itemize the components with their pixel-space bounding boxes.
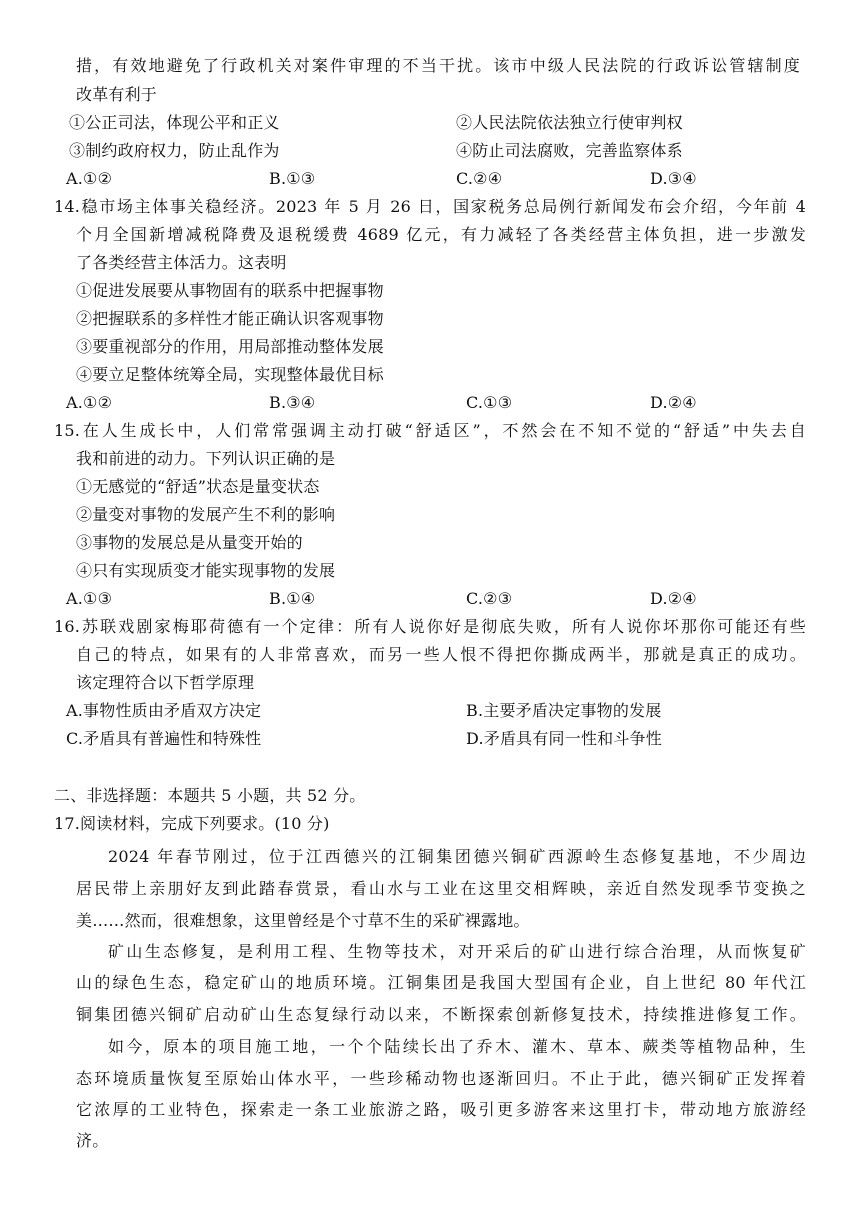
q17-paragraph-line: 态环境质量恢复至原始山体水平，一些珍稀动物也逐渐回归。不止于此，德兴铜矿正发挥着 (76, 1069, 806, 1088)
q16-stem-line: 该定理符合以下哲学原理 (76, 673, 255, 692)
q17-paragraph-line: 它浓厚的工业特色，探索走一条工业旅游之路，吸引更多游客来这里打卡，带动地方旅游经 (76, 1100, 806, 1119)
q15-option-d: D.②④ (650, 589, 697, 608)
q13-option-c: C.②④ (456, 169, 503, 188)
q14-stem-line: 了各类经营主体活力。这表明 (76, 253, 287, 272)
q13-option-a: A.①② (66, 169, 113, 188)
q16-option-d: D.矛盾具有同一性和斗争性 (466, 729, 662, 748)
q17-paragraph-line: 矿山生态修复，是利用工程、生物等技术，对开采后的矿山进行综合治理，从而恢复矿 (108, 942, 806, 961)
q13-option-d: D.③④ (650, 169, 697, 188)
q17-paragraph-line: 济。 (76, 1131, 109, 1150)
q14-option-c: C.①③ (466, 393, 513, 412)
q15-option-c: C.②③ (466, 589, 513, 608)
q17-paragraph-line: 铜集团德兴铜矿启动矿山生态复绿行动以来，不断探索创新修复技术，持续推进修复工作。 (76, 1005, 806, 1024)
q14-item: ②把握联系的多样性才能正确认识客观事物 (76, 309, 384, 328)
q13-item: ①公正司法，体现公平和正义 (69, 113, 280, 132)
q17-paragraph-line: 如今，原本的项目施工地，一个个陆续长出了乔木、灌木、草本、蕨类等植物品种，生 (108, 1037, 806, 1056)
q13-stem-line: 措，有效地避免了行政机关对案件审理的不当干扰。该市中级人民法院的行政诉讼管辖制度 (76, 56, 800, 75)
q17-paragraph-line: 美……然而，很难想象，这里曾经是个寸草不生的采矿裸露地。 (76, 911, 530, 930)
q15-item: ②量变对事物的发展产生不利的影响 (76, 505, 336, 524)
q15-option-b: B.①④ (269, 589, 316, 608)
q16-stem-line: 自己的特点，如果有的人非常喜欢，而另一些人恨不得把你撕成两半，那就是真正的成功。 (76, 645, 806, 664)
q17-paragraph-line: 居民带上亲朋好友到此踏春赏景，看山水与工业在这里交相辉映，亲近自然发现季节变换之 (76, 879, 806, 898)
q16-option-c: C.矛盾具有普遍性和特殊性 (66, 729, 262, 748)
q13-option-b: B.①③ (269, 169, 316, 188)
q15-stem-line: 15.在人生成长中，人们常常强调主动打破“舒适区”，不然会在不知不觉的“舒适”中失去自 (54, 421, 806, 440)
q14-option-d: D.②④ (650, 393, 697, 412)
q16-option-a: A.事物性质由矛盾双方决定 (66, 701, 262, 720)
q13-item: ②人民法院依法独立行使审判权 (456, 113, 683, 132)
q13-item: ④防止司法腐败，完善监察体系 (456, 141, 683, 160)
q14-option-a: A.①② (66, 393, 113, 412)
q15-stem-line: 我和前进的动力。下列认识正确的是 (76, 449, 336, 468)
q16-option-b: B.主要矛盾决定事物的发展 (466, 701, 662, 720)
q13-item: ③制约政府权力，防止乱作为 (69, 141, 280, 160)
q14-stem-line: 个月全国新增减税降费及退税缓费 4689 亿元，有力减轻了各类经营主体负担，进一步激发 (76, 225, 806, 244)
q17-paragraph-line: 山的绿色生态，稳定矿山的地质环境。江铜集团是我国大型国有企业，自上世纪 80 年代江 (76, 973, 806, 992)
section-heading: 二、非选择题：本题共 5 小题，共 52 分。 (54, 786, 366, 805)
q15-option-a: A.①③ (66, 589, 113, 608)
q17-stem: 17.阅读材料，完成下列要求。(10 分) (54, 814, 330, 833)
q14-item: ③要重视部分的作用，用局部推动整体发展 (76, 337, 384, 356)
q15-item: ①无感觉的“舒适”状态是量变状态 (76, 477, 320, 496)
q14-item: ④要立足整体统筹全局，实现整体最优目标 (76, 365, 384, 384)
q14-option-b: B.③④ (269, 393, 316, 412)
q14-item: ①促进发展要从事物固有的联系中把握事物 (76, 281, 384, 300)
q17-paragraph-line: 2024 年春节刚过，位于江西德兴的江铜集团德兴铜矿西源岭生态修复基地，不少周边 (108, 847, 806, 866)
q13-stem-line: 改革有利于 (76, 85, 158, 104)
q15-item: ④只有实现质变才能实现事物的发展 (76, 561, 336, 580)
q15-item: ③事物的发展总是从量变开始的 (76, 533, 303, 552)
q16-stem-line: 16.苏联戏剧家梅耶荷德有一个定律：所有人说你好是彻底失败，所有人说你坏那你可能还有些 (54, 617, 806, 636)
q14-stem-line: 14.稳市场主体事关稳经济。2023 年 5 月 26 日，国家税务总局例行新闻发布会介绍，今年前 4 (54, 197, 806, 216)
